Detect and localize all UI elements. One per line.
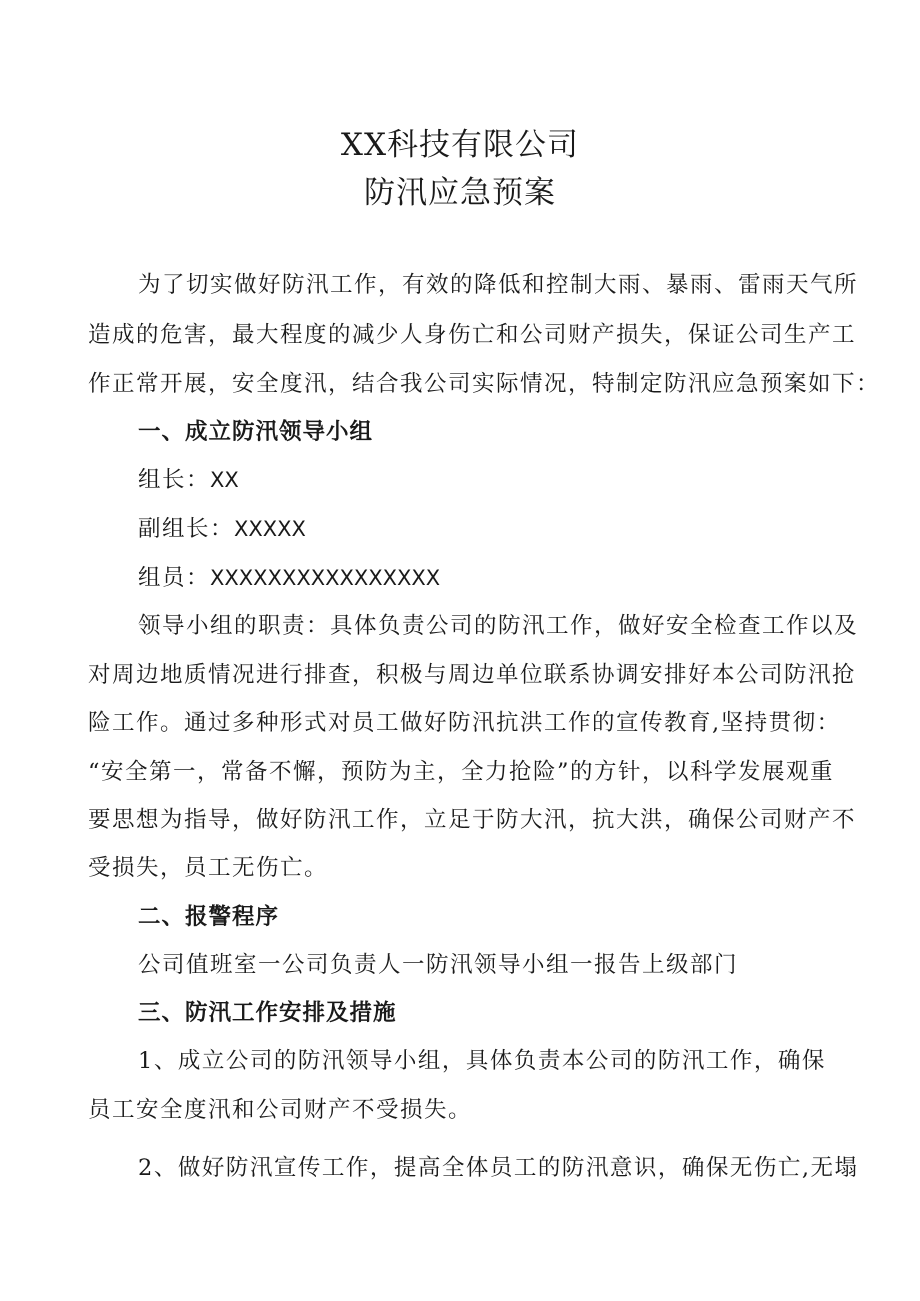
company-title: XX科技有限公司 — [340, 127, 580, 163]
section1-heading: 一、成立防汛领导小组 — [138, 419, 374, 445]
members-line — [138, 563, 898, 593]
leader-label: 组长： — [138, 467, 211, 493]
measure-2-line-1: 2、做好防汛宣传工作，提高全体员工的防汛意识，确保无伤亡,无塌 — [138, 1155, 859, 1181]
alarm-flow: 公司值班室一公司负责人一防汛领导小组一报告上级部门 — [138, 952, 739, 978]
deputy-value: XXXXX — [234, 517, 306, 541]
section3-heading: 三、防汛工作安排及措施 — [138, 1000, 397, 1026]
deputy-line — [138, 514, 898, 544]
members-label: 组员： — [138, 565, 211, 591]
duties-line-6: 受损失，员工无伤亡。 — [88, 855, 329, 881]
document-title: 防汛应急预案 — [364, 175, 556, 211]
measure-1-line-1: 1、成立公司的防汛领导小组，具体负责本公司的防汛工作，确保 — [138, 1048, 826, 1074]
measure-1-line-2: 员工安全度汛和公司财产不受损失。 — [88, 1097, 473, 1123]
duties-line-2: 对周边地质情况进行排查，积极与周边单位联系协调安排好本公司防汛抢 — [88, 662, 857, 688]
section2-heading: 二、报警程序 — [138, 904, 280, 930]
duties-line-1: 领导小组的职责：具体负责公司的防汛工作，做好安全检查工作以及 — [138, 613, 859, 639]
leader-line — [138, 465, 898, 495]
members-value: XXXXXXXXXXXXXXXX — [210, 566, 441, 590]
intro-line-3: 作正常开展，安全度汛，结合我公司实际情况，特制定防汛应急预案如下： — [88, 371, 881, 397]
intro-line-1: 为了切实做好防汛工作，有效的降低和控制大雨、暴雨、雷雨天气所 — [138, 272, 859, 298]
deputy-label: 副组长： — [138, 516, 235, 542]
leader-value: XX — [210, 468, 239, 492]
duties-line-3: 险工作。通过多种形式对员工做好防汛抗洪工作的宣传教育,坚持贯彻： — [88, 710, 841, 736]
intro-line-2: 造成的危害，最大程度的减少人身伤亡和公司财产损失，保证公司生产工 — [88, 322, 857, 348]
duties-line-5: 要思想为指导，做好防汛工作，立足于防大汛，抗大洪，确保公司财产不 — [88, 807, 857, 833]
duties-line-4: “安全第一，常备不懈，预防为主，全力抢险”的方针，以科学发展观重 — [88, 759, 835, 785]
